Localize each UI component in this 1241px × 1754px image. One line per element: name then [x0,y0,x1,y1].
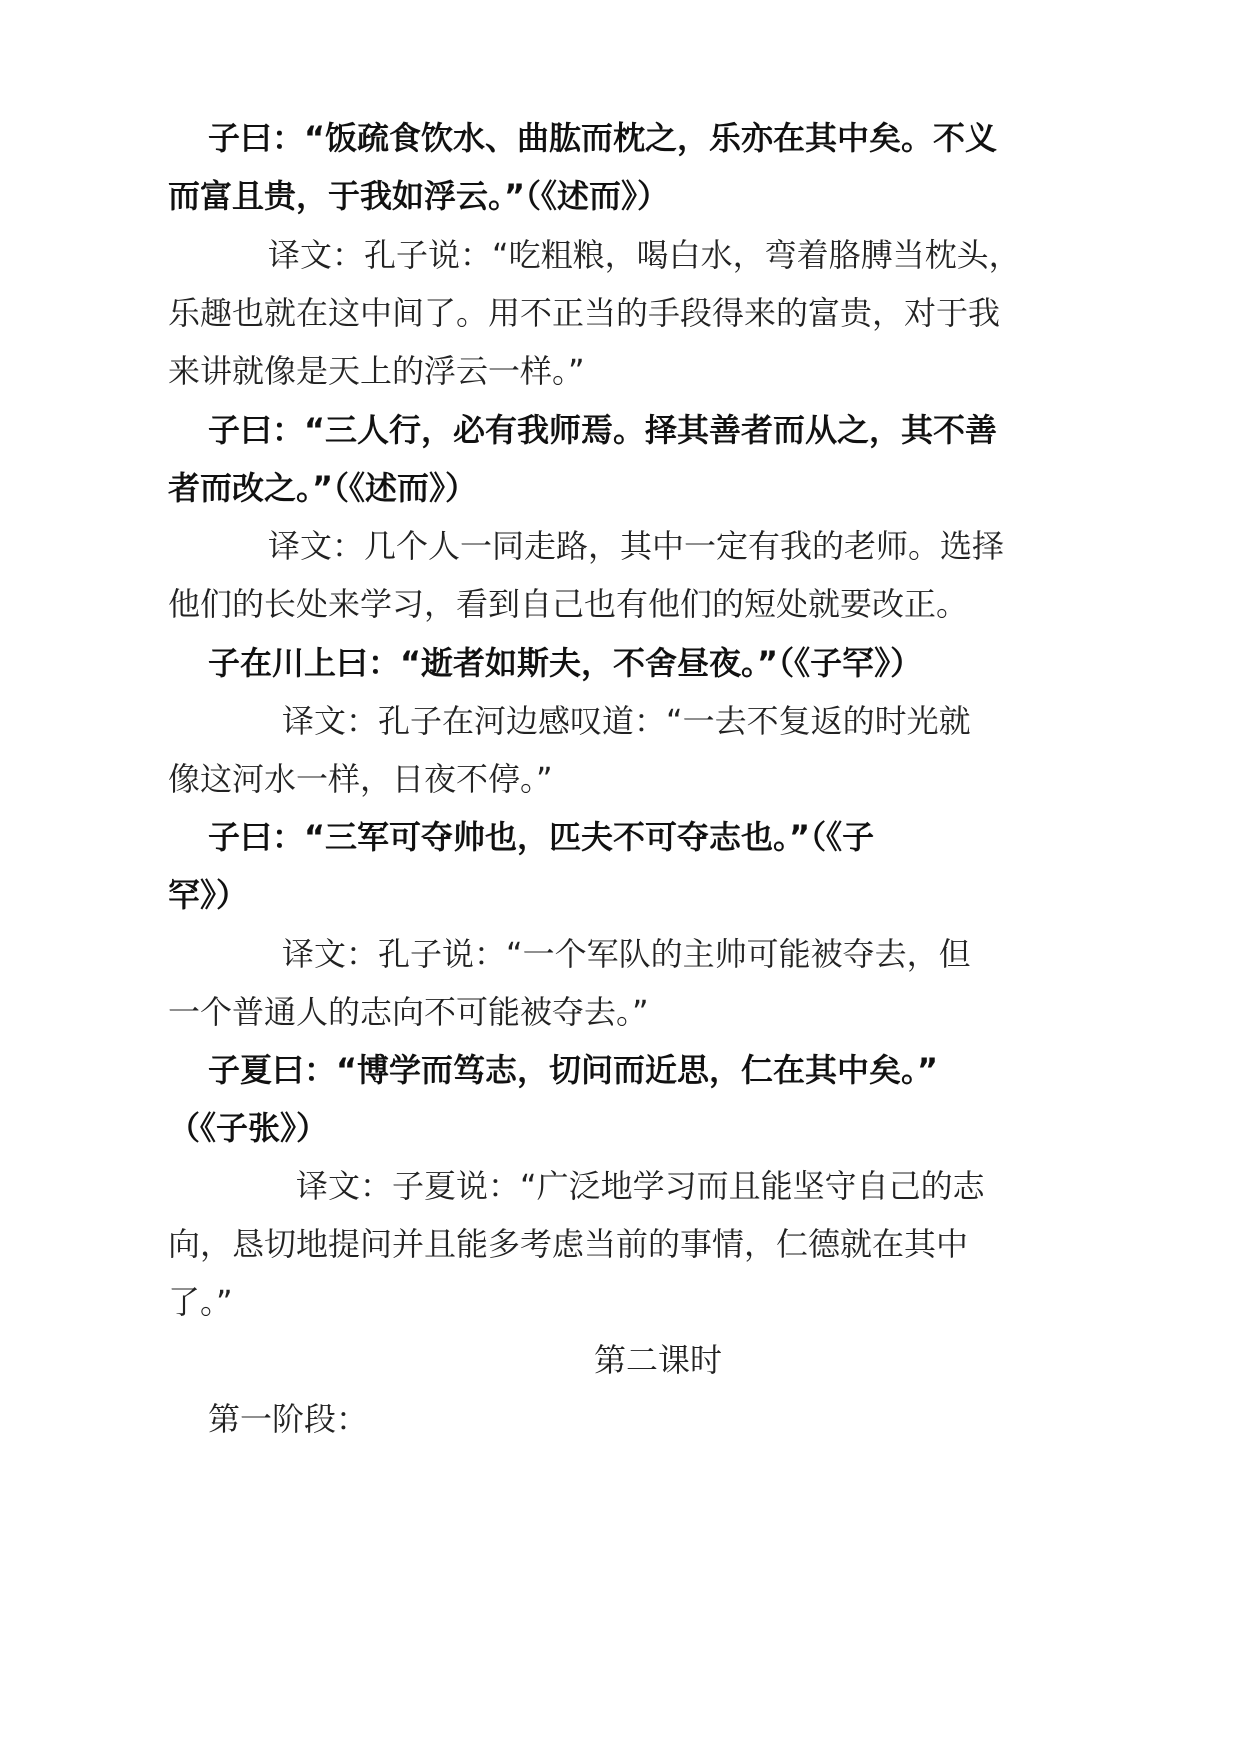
translation-line: 了。” [168,1283,233,1321]
quote-line: 而富且贵，于我如浮云。”（《述而》） [168,177,670,215]
translation-line: 一个普通人的志向不可能被夺去。” [168,993,649,1031]
translation-line: 向，恳切地提问并且能多考虑当前的事情，仁德就在其中 [168,1225,969,1263]
translation-line: 来讲就像是天上的浮云一样。” [168,352,585,390]
quote-line: 子在川上曰：“逝者如斯夫，不舍昼夜。”（《子罕》） [208,644,923,682]
quote-line: 者而改之。”（《述而》） [168,469,478,507]
translation-line: 译文：孔子说：“吃粗粮，喝白水，弯着胳膊当枕头， [268,236,1021,274]
quote-line: 子曰：“三人行，必有我师焉。择其善者而从之，其不善 [208,411,998,449]
translation-line: 像这河水一样，日夜不停。” [168,760,553,798]
stage-label: 第一阶段： [208,1400,369,1438]
quote-line: 子曰：“饭疏食饮水、曲肱而枕之，乐亦在其中矣。不义 [208,119,998,157]
quote-line: （《子张》） [168,1109,329,1147]
translation-line: 译文：孔子在河边感叹道：“一去不复返的时光就 [282,702,971,740]
translation-line: 译文：子夏说：“广泛地学习而且能坚守自己的志 [296,1167,985,1205]
quote-line: 子夏曰：“博学而笃志，切问而近思，仁在其中矣。” [208,1051,939,1089]
translation-line: 译文：几个人一同走路，其中一定有我的老师。选择 [268,527,1005,565]
translation-line: 他们的长处来学习，看到自己也有他们的短处就要改正。 [168,585,969,623]
quote-line: 罕》） [168,876,249,914]
translation-line: 乐趣也就在这中间了。用不正当的手段得来的富贵，对于我 [168,294,1001,332]
quote-line: 子曰：“三军可夺帅也，匹夫不可夺志也。”（《子 [208,818,875,856]
lesson-heading: 第二课时 [594,1341,723,1379]
translation-line: 译文：孔子说：“一个军队的主帅可能被夺去，但 [282,935,971,973]
